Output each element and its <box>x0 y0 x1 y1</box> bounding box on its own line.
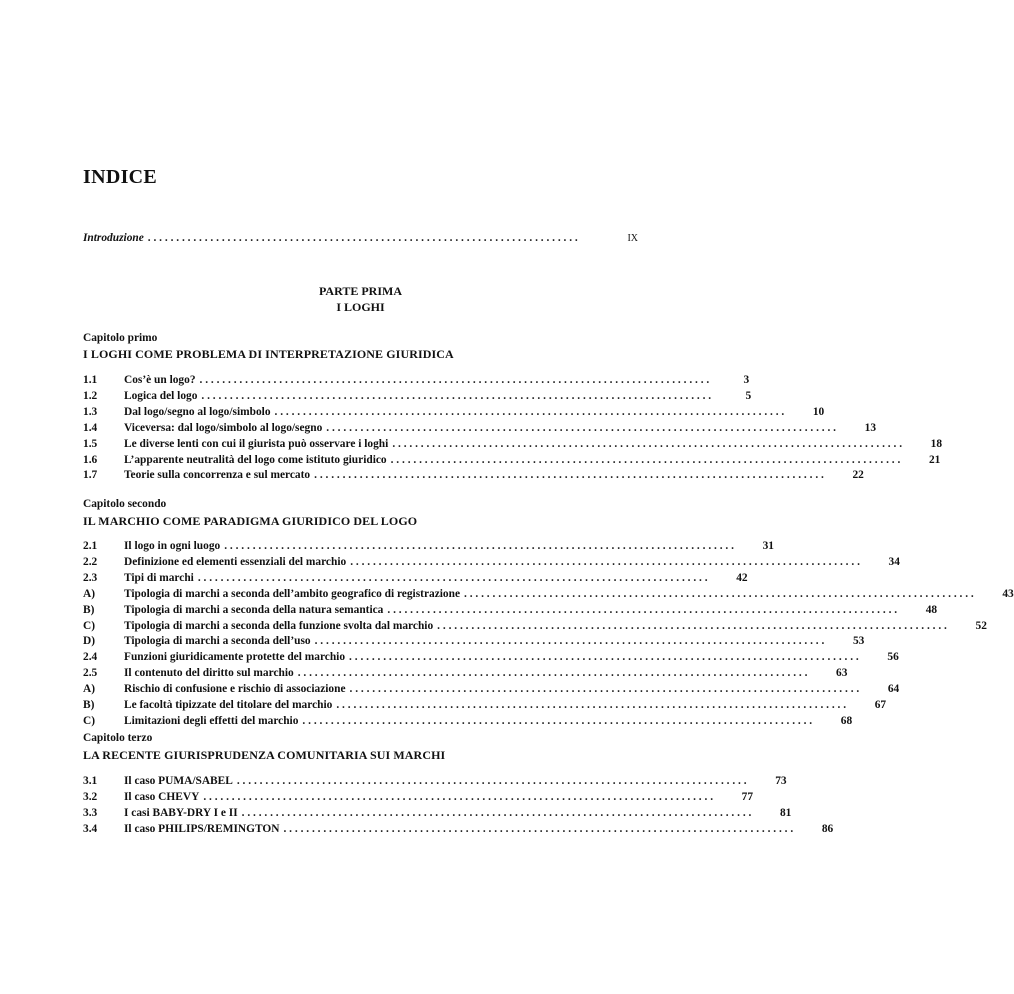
dot-leader: . . . . . . . . . . . . . . . . . . . . . . . . . . . . . . . . . . . . . . . . . . . . . . . . . . . . . . . . . . . . . . . . . . . . . . . . . . . . . . . . . . . . . . . . . . <box>274 405 785 418</box>
entry-number: A) <box>83 683 96 696</box>
toc-entry <box>83 404 825 420</box>
entry-title: Teorie sulla concorrenza e sul mercato <box>124 469 311 482</box>
toc-entry <box>83 538 774 554</box>
dot-leader: . . . . . . . . . . . . . . . . . . . . . . . . . . . . . . . . . . . . . . . . . . . . . . . . . . . . . . . . . . . . . . . . . . . . . . . . . . . . . . . . . . . . . . . . . . <box>314 635 825 648</box>
entry-number: 1.1 <box>83 374 98 386</box>
entry-number: 3.2 <box>83 790 98 803</box>
entry-number: 1.6 <box>83 453 98 466</box>
entry-page: 42 <box>736 571 748 584</box>
entry-title: Tipologia di marchi a seconda della natura semantica <box>124 603 384 616</box>
entry-page: 21 <box>928 453 941 466</box>
entry-number: 1.2 <box>83 389 98 402</box>
dot-leader: . . . . . . . . . . . . . . . . . . . . . . . . . . . . . . . . . . . . . . . . . . . . . . . . . . . . . . . . . . . . . . . . . . . . . . . . . . . . . . . . . . . . . . . . . . <box>302 714 813 727</box>
dot-leader: . . . . . . . . . . . . . . . . . . . . . . . . . . . . . . . . . . . . . . . . . . . . . . . . . . . . . . . . . . . . . . . . . . . . . . . . . . . . . . . . . . . . . . . . . . <box>349 683 860 696</box>
entry-page: 5 <box>745 389 752 402</box>
dot-leader: . . . . . . . . . . . . . . . . . . . . . . . . . . . . . . . . . . . . . . . . . . . . . . . . . . . . . . . . . . . . . . . . . . . . . . . . . . . . . . . . . . . . . . . . . . <box>349 651 859 664</box>
toc-entry <box>83 713 853 729</box>
chapter-title: LA RECENTE GIURISPRUDENZA COMUNITARIA SUI MARCHI <box>83 748 446 762</box>
entry-title: Il logo in ogni luogo <box>124 540 221 552</box>
entry-title: Il caso PUMA/SABEL <box>124 775 233 787</box>
toc-entry <box>83 467 864 483</box>
entry-page: 31 <box>762 540 774 552</box>
entry-title: Dal logo/segno al logo/simbolo <box>124 405 271 418</box>
entry-page: 43 <box>1002 587 1014 600</box>
dot-leader: . . . . . . . . . . . . . . . . . . . . . . . . . . . . . . . . . . . . . . . . . . . . . . . . . . . . . . . . . . . . . . . . . . . . . . . . . . . . . . . . . . . . . . . . . . <box>387 603 898 616</box>
entry-page: 68 <box>840 714 853 727</box>
entry-page: 63 <box>836 667 848 680</box>
toc-entry <box>83 554 900 570</box>
entry-page: 56 <box>887 651 899 664</box>
entry-title: Logica del logo <box>124 389 198 402</box>
part-heading-line1: PARTE PRIMA <box>318 284 402 298</box>
toc-entry <box>83 821 834 837</box>
entry-title: L’apparente neutralità del logo come istituto giuridico <box>124 453 387 466</box>
toc-entry <box>83 649 899 665</box>
toc-entry <box>83 436 943 452</box>
dot-leader: . . . . . . . . . . . . . . . . . . . . . . . . . . . . . . . . . . . . . . . . . . . . . . . . . . . . . . . . . . . . . . . . . . . . . . . . . . . . . . . . . . . . . . . . . . <box>236 775 747 787</box>
entry-title: Definizione ed elementi essenziali del marchio <box>124 555 347 568</box>
entry-number: C) <box>83 714 96 727</box>
entry-title: I casi BABY-DRY I e II <box>124 806 238 819</box>
dot-leader: . . . . . . . . . . . . . . . . . . . . . . . . . . . . . . . . . . . . . . . . . . . . . . . . . . . . . . . . . . . . . . . . . . . . . . . . . . . . . . . . . . . . . . . . . . <box>336 699 847 711</box>
entry-page: IX <box>627 233 638 244</box>
toc-entry <box>83 602 938 618</box>
entry-number: C) <box>83 619 96 632</box>
entry-title: Il caso PHILIPS/REMINGTON <box>124 822 280 835</box>
entry-number: 2.3 <box>83 571 98 584</box>
entry-title: Funzioni giuridicamente protette del marchio <box>124 651 346 664</box>
entry-page: 64 <box>887 683 900 696</box>
entry-title: Le facoltà tipizzate del titolare del marchio <box>124 699 333 711</box>
chapter-label: Capitolo secondo <box>83 498 167 510</box>
dot-leader: . . . . . . . . . . . . . . . . . . . . . . . . . . . . . . . . . . . . . . . . . . . . . . . . . . . . . . . . . . . . . . . . . . . . . . . . . . . . . . . . . . . . . . . . . . <box>197 571 708 584</box>
dot-leader: . . . . . . . . . . . . . . . . . . . . . . . . . . . . . . . . . . . . . . . . . . . . . . . . . . . . . . . . . . . . . . . . . . . . . . . . . . . . . . . . . . . . . . . . . . <box>201 389 712 402</box>
toc-entry <box>83 789 754 805</box>
entry-page: 34 <box>888 555 900 568</box>
entry-page: 67 <box>874 699 887 711</box>
entry-page: 10 <box>812 405 825 418</box>
dot-leader: . . . . . . . . . . . . . . . . . . . . . . . . . . . . . . . . . . . . . . . . . . . . . . . . . . . . . . . . . . . . . . . . . . . . . . . . . . . . . . . . . . . . . . . . . . <box>392 437 903 450</box>
part-heading-line2: I LOGHI <box>336 300 385 314</box>
dot-leader: . . . . . . . . . . . . . . . . . . . . . . . . . . . . . . . . . . . . . . . . . . . . . . . . . . . . . . . . . . . . . . . . . . . . . . . . . . . . . . . . . . . . . . . . . . <box>283 822 794 835</box>
dot-leader: . . . . . . . . . . . . . . . . . . . . . . . . . . . . . . . . . . . . . . . . . . . . . . . . . . . . . . . . . . . . . . . . . . . . . . . . . . . . . . . . . . . . . . . . . . <box>326 421 837 434</box>
entry-page: 48 <box>925 603 938 616</box>
entry-number: B) <box>83 699 95 711</box>
entry-page: 81 <box>779 806 792 819</box>
toc-entry <box>83 618 987 634</box>
entry-number: D) <box>83 635 96 648</box>
toc-entry <box>83 372 750 388</box>
entry-title: Il contenuto del diritto sul marchio <box>124 667 294 680</box>
entry-number: 1.3 <box>83 405 98 418</box>
entry-title: Tipologia di marchi a seconda dell’uso <box>124 635 311 648</box>
entry-title: Cos’è un logo? <box>124 374 196 386</box>
chapter-title: IL MARCHIO COME PARADIGMA GIURIDICO DEL LOGO <box>83 514 418 528</box>
entry-page: 77 <box>741 790 754 803</box>
dot-leader: . . . . . . . . . . . . . . . . . . . . . . . . . . . . . . . . . . . . . . . . . . . . . . . . . . . . . . . . . . . . . . . . . . . . . . . . . . . . . . . . . . . . . . . . . . <box>314 469 824 482</box>
chapter-title: I LOGHI COME PROBLEMA DI INTERPRETAZIONE GIURIDICA <box>83 347 454 361</box>
entry-page: 53 <box>852 635 865 648</box>
entry-page: 22 <box>852 469 864 482</box>
dot-leader: . . . . . . . . . . . . . . . . . . . . . . . . . . . . . . . . . . . . . . . . . . . . . . . . . . . . . . . . . . . . . . . . . . . . . . . . . . . . . . . . . . . . . . . . . . <box>464 587 974 600</box>
toc-entry <box>83 681 900 697</box>
entry-page: 86 <box>821 822 834 835</box>
entry-title: Le diverse lenti con cui il giurista può osservare i loghi <box>124 437 389 450</box>
entry-page: 18 <box>930 437 943 450</box>
entry-page: 52 <box>975 619 987 632</box>
entry-number: 2.4 <box>83 651 98 664</box>
entry-title: Tipologia di marchi a seconda della funzione svolta dal marchio <box>124 619 434 632</box>
dot-leader: . . . . . . . . . . . . . . . . . . . . . . . . . . . . . . . . . . . . . . . . . . . . . . . . . . . . . . . . . . . . . . . . . . . . . . . . . . . . . . . . . . . . . . . . . . <box>297 667 808 680</box>
toc-entry <box>83 570 748 586</box>
entry-number: 1.5 <box>83 437 98 450</box>
dot-leader: . . . . . . . . . . . . . . . . . . . . . . . . . . . . . . . . . . . . . . . . . . . . . . . . . . . . . . . . . . . . . . . . . . . . . . . . . . . . . . . . . . . . . . . . . . <box>203 790 714 803</box>
entry-title: Tipi di marchi <box>124 571 194 584</box>
dot-leader: . . . . . . . . . . . . . . . . . . . . . . . . . . . . . . . . . . . . . . . . . . . . . . . . . . . . . . . . . . . . . . . . . . . . . . . . . . . . . . . . . . . . . . . . . . <box>224 540 734 552</box>
dot-leader: . . . . . . . . . . . . . . . . . . . . . . . . . . . . . . . . . . . . . . . . . . . . . . . . . . . . . . . . . . . . . . . . . . . . . . . . . . . . . . . . . . . . . . . . . . <box>199 374 710 386</box>
entry-title: Limitazioni degli effetti del marchio <box>124 714 299 727</box>
chapter-label: Capitolo terzo <box>83 732 153 744</box>
dot-leader: . . . . . . . . . . . . . . . . . . . . . . . . . . . . . . . . . . . . . . . . . . . . . . . . . . . . . . . . . . . . . . . . . . . . . . . . . . . . . . . . . . . . . . . . . . <box>241 806 752 819</box>
entry-number: 3.3 <box>83 806 98 819</box>
page-title: INDICE <box>83 166 158 188</box>
toc-entry <box>83 633 865 649</box>
toc-entry <box>83 420 877 436</box>
toc-entry-introduction <box>83 230 638 246</box>
entry-number: 2.1 <box>83 540 98 552</box>
toc-entry <box>83 665 848 681</box>
chapter-label: Capitolo primo <box>83 332 158 344</box>
dot-leader: . . . . . . . . . . . . . . . . . . . . . . . . . . . . . . . . . . . . . . . . . . . . . . . . . . . . . . . . . . . . . . . . . . . . . . . . . . . . . . . . . . . . . . . . . . <box>390 453 901 466</box>
toc-entry <box>83 586 1014 602</box>
entry-number: 1.7 <box>83 469 98 482</box>
entry-title: Introduzione <box>83 232 144 244</box>
entry-number: 2.2 <box>83 555 98 568</box>
entry-number: B) <box>83 603 95 616</box>
entry-title: Tipologia di marchi a seconda dell’ambito geografico di registrazione <box>124 587 461 600</box>
entry-number: 2.5 <box>83 667 98 680</box>
toc-entry <box>83 773 787 789</box>
toc-entry <box>83 805 792 821</box>
entry-number: 3.4 <box>83 822 98 835</box>
toc-entry <box>83 388 752 404</box>
entry-page: 3 <box>743 374 750 386</box>
entry-title: Viceversa: dal logo/simbolo al logo/segno <box>124 421 323 434</box>
entry-number: A) <box>83 587 96 600</box>
entry-number: 1.4 <box>83 421 98 434</box>
dot-leader: . . . . . . . . . . . . . . . . . . . . . . . . . . . . . . . . . . . . . . . . . . . . . . . . . . . . . . . . . . . . . . . . . . . . . . . . . . . . <box>147 232 578 244</box>
entry-page: 13 <box>864 421 877 434</box>
toc-entry <box>83 697 887 713</box>
entry-title: Rischio di confusione e rischio di associazione <box>124 683 346 696</box>
entry-page: 73 <box>775 775 787 787</box>
dot-leader: . . . . . . . . . . . . . . . . . . . . . . . . . . . . . . . . . . . . . . . . . . . . . . . . . . . . . . . . . . . . . . . . . . . . . . . . . . . . . . . . . . . . . . . . . . <box>350 555 860 568</box>
entry-title: Il caso CHEVY <box>124 790 200 803</box>
dot-leader: . . . . . . . . . . . . . . . . . . . . . . . . . . . . . . . . . . . . . . . . . . . . . . . . . . . . . . . . . . . . . . . . . . . . . . . . . . . . . . . . . . . . . . . . . . <box>437 619 947 632</box>
toc-entry <box>83 452 941 468</box>
entry-number: 3.1 <box>83 775 98 787</box>
